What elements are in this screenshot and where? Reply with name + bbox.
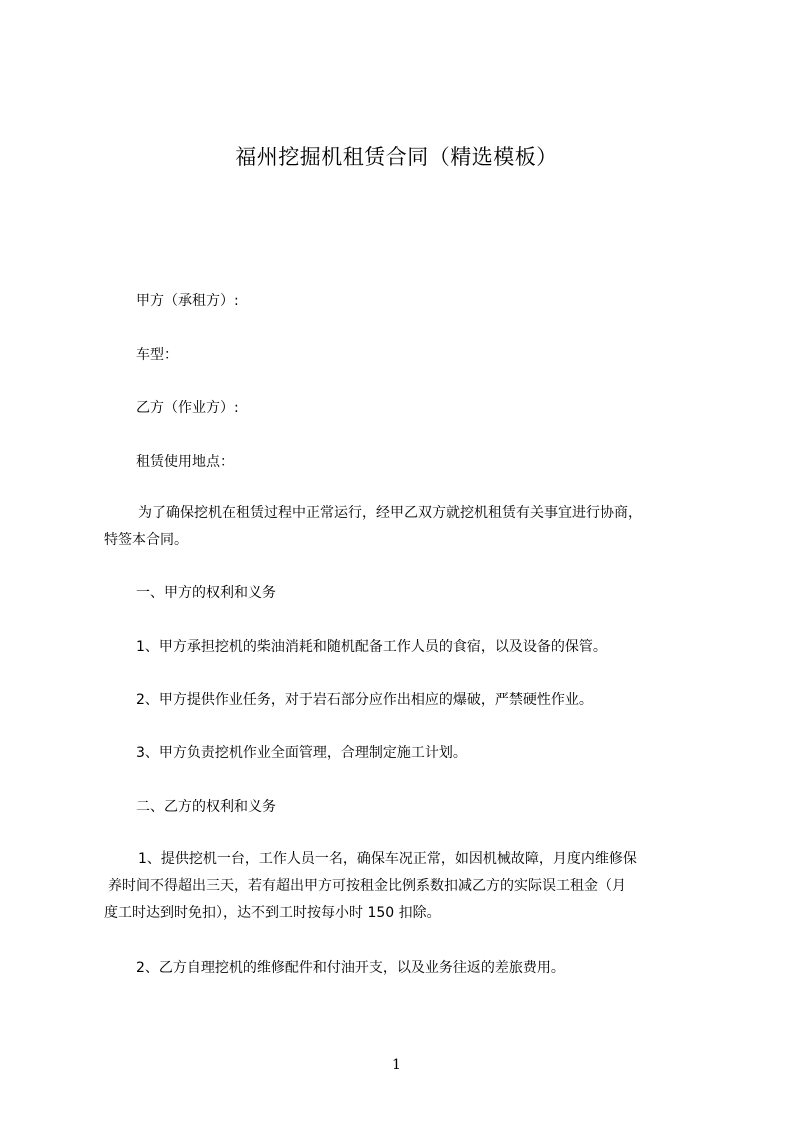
vehicle-type-field: 车型：	[136, 347, 178, 363]
intro-line-1: 为了确保挖机在租赁过程中正常运行，经甲乙双方就挖机租赁有关事宜进行协商，	[138, 505, 642, 521]
section-2-item-1-line-1: 1、提供挖机一台，工作人员一名，确保车况正常，如因机械故障，月度内维修保	[138, 851, 637, 867]
section-2-item-2: 2、乙方自理挖机的维修配件和付油开支，以及业务往返的差旅费用。	[136, 960, 565, 976]
party-b-field: 乙方（作业方）:	[136, 400, 239, 416]
section-1-item-3: 3、甲方负责挖机作业全面管理，合理制定施工计划。	[136, 745, 467, 761]
intro-paragraph	[104, 500, 724, 554]
section-2-heading: 二、乙方的权利和义务	[136, 799, 276, 815]
page-number: 1	[392, 1057, 401, 1073]
section-2-item-1-line-2: 养时间不得超出三天，若有超出甲方可按租金比例系数扣减乙方的实际误工租金（月	[108, 878, 626, 894]
party-a-field: 甲方（承租方）:	[136, 293, 239, 309]
document-title: 福州挖掘机租赁合同（精选模板）	[235, 145, 558, 169]
section-2-item-1	[104, 846, 724, 927]
section-2-item-1-line-3: 度工时达到时免扣），达不到工时按每小时 150 扣除。	[104, 905, 441, 921]
location-field: 租赁使用地点：	[136, 454, 234, 470]
intro-line-2: 特签本合同。	[104, 532, 188, 548]
section-1-heading: 一、甲方的权利和义务	[136, 585, 276, 601]
section-1-item-2: 2、甲方提供作业任务，对于岩石部分应作出相应的爆破，严禁硬性作业。	[136, 692, 593, 708]
section-1-item-1: 1、甲方承担挖机的柴油消耗和随机配备工作人员的食宿，以及设备的保管。	[136, 639, 607, 655]
